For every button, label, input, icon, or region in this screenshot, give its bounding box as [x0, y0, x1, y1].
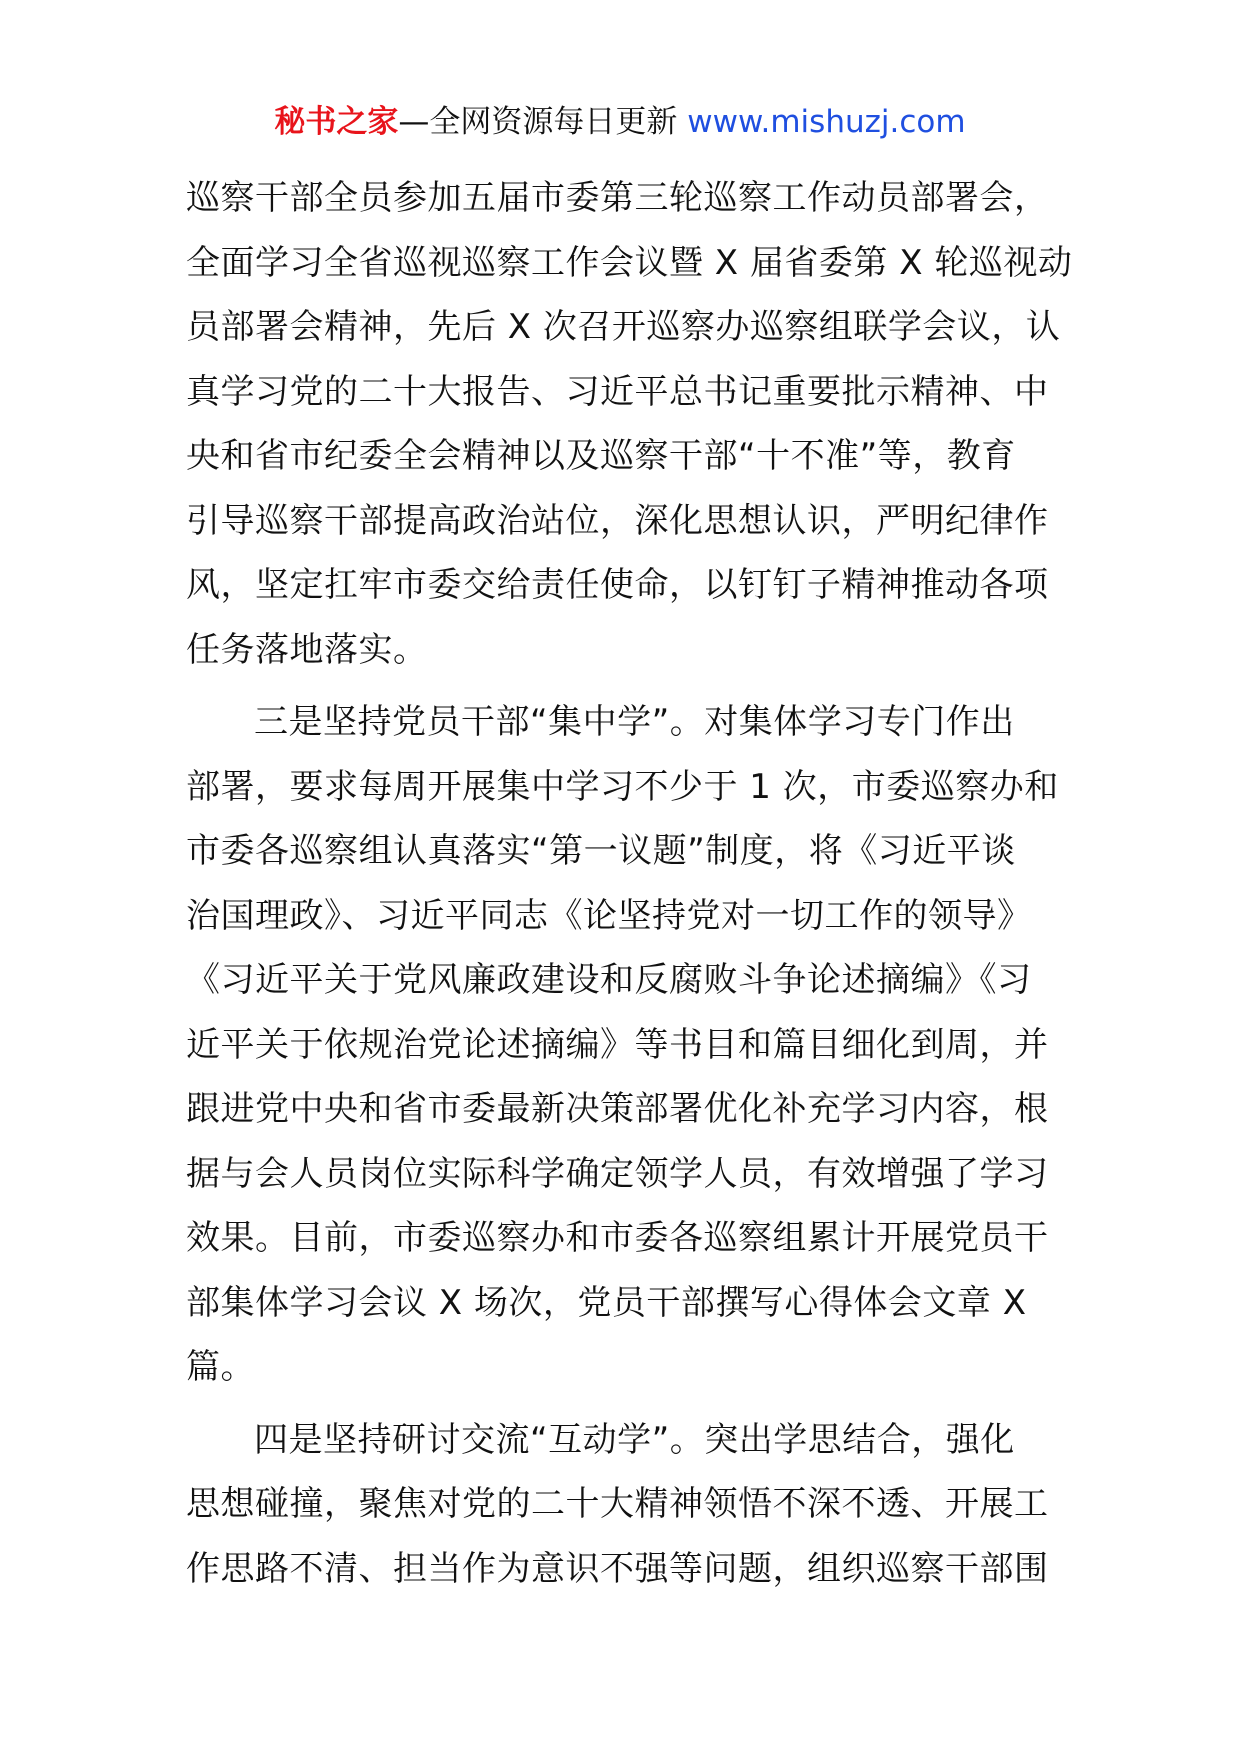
text-line: 近平关于依规治党论述摘编》等书目和篇目细化到周，并: [186, 1024, 1049, 1065]
text-line: 全面学习全省巡视巡察工作会议暨 X 届省委第 X 轮巡视动: [186, 242, 1073, 283]
text-line: 三是坚持党员干部“集中学”。对集体学习专门作出: [254, 702, 1015, 742]
text-line: 真学习党的二十大报告、习近平总书记重要批示精神、中: [186, 371, 1049, 412]
text-line: 部集体学习会议 X 场次，党员干部撰写心得体会文章 X: [186, 1282, 1027, 1323]
paragraph-3: [186, 1408, 1062, 1602]
document-body: [186, 166, 1073, 1601]
text-line: 效果。目前，市委巡察办和市委各巡察组累计开展党员干: [186, 1218, 1049, 1258]
text-line: 四是坚持研讨交流“互动学”。突出学思结合，强化: [254, 1419, 1015, 1460]
text-line: 《习近平关于党风廉政建设和反腐败斗争论述摘编》《习: [186, 960, 1032, 1000]
text-line: 篇。: [186, 1347, 255, 1387]
text-line: 作思路不清、担当作为意识不强等问题，组织巡察干部围: [186, 1548, 1049, 1589]
paragraph-gap: [186, 1400, 1062, 1408]
text-line: 部署，要求每周开展集中学习不少于 1 次，市委巡察办和: [186, 766, 1059, 807]
site-url-link[interactable]: www.mishuzj.com: [687, 104, 966, 140]
text-line: 据与会人员岗位实际科学确定领学人员，有效增强了学习: [186, 1153, 1049, 1194]
text-line: 央和省市纪委全会精神以及巡察干部“十不准”等，教育: [186, 436, 1016, 476]
text-line: 风，坚定扛牢市委交给责任使命，以钉钉子精神推动各项: [186, 565, 1049, 605]
paragraph-1: [186, 166, 1073, 682]
header-tagline: —全网资源每日更新: [398, 104, 678, 140]
paragraph-gap: [186, 682, 1062, 690]
text-line: 引导巡察干部提高政治站位，深化思想认识，严明纪律作: [186, 500, 1049, 541]
text-line: 巡察干部全员参加五届市委第三轮巡察工作动员部署会，: [186, 178, 1049, 218]
text-line: 治国理政》、习近平同志《论坚持党对一切工作的领导》: [186, 895, 1032, 936]
text-line: 跟进党中央和省市委最新决策部署优化补充学习内容，根: [186, 1089, 1049, 1129]
text-line: 市委各巡察组认真落实“第一议题”制度，将《习近平谈: [186, 831, 1016, 871]
text-line: 思想碰撞，聚焦对党的二十大精神领悟不深不透、开展工: [186, 1484, 1049, 1524]
page-header: [0, 102, 1240, 142]
text-line: 任务落地落实。: [186, 629, 428, 670]
brand-name: 秘书之家: [274, 104, 399, 140]
paragraph-2: [186, 690, 1062, 1400]
text-line: 员部署会精神，先后 X 次召开巡察办巡察组联学会议，认: [186, 307, 1061, 347]
